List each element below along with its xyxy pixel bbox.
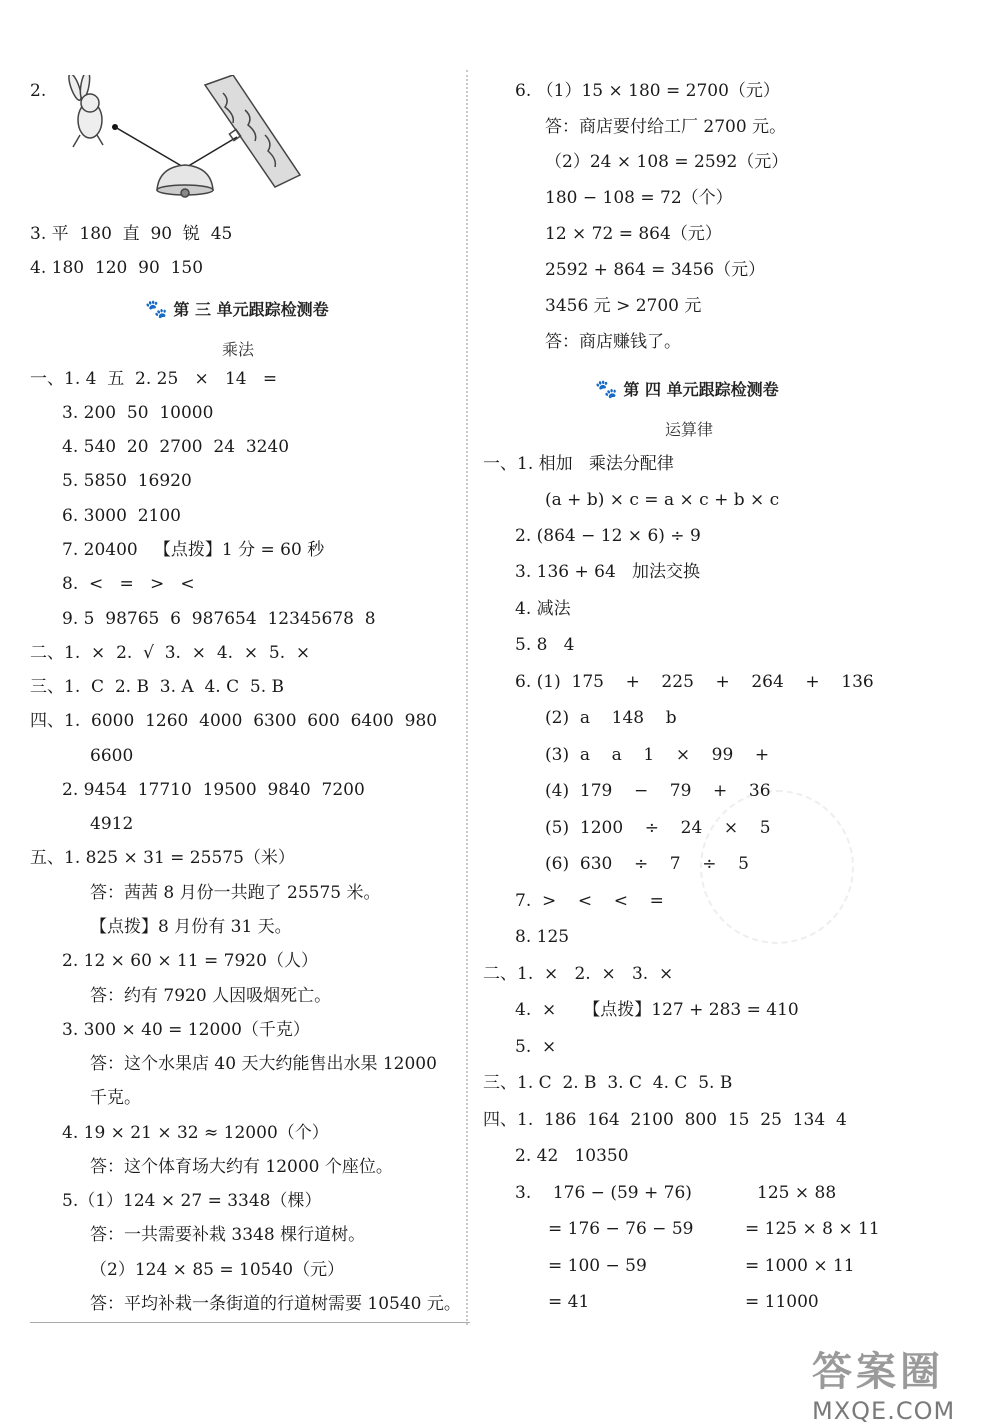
watermark-logo-text: 答案圈 xyxy=(812,1349,944,1395)
left-answer-line: 答：茜茜 8 月份一共跑了 25575 米。 xyxy=(90,883,381,903)
right-answer-line: 答：商店赚钱了。 xyxy=(545,332,681,352)
right-answer-line: 3. 136 + 64 加法交换 xyxy=(515,562,700,582)
left-answer-line: 答：约有 7920 人因吸烟死亡。 xyxy=(90,986,332,1006)
right-answer-line: 6. (1) 175 + 225 + 264 + 136 xyxy=(515,672,874,692)
left-answer-line: 3. 平 180 直 90 锐 45 xyxy=(30,224,233,244)
left-answer-line: 2. 9454 17710 19500 9840 7200 xyxy=(62,780,365,800)
site-watermark xyxy=(812,1340,955,1425)
column-divider xyxy=(466,70,468,1325)
right-answer-line: = 176 − 76 − 59 xyxy=(548,1219,694,1239)
right-answer-line: (a + b) × c = a × c + b × c xyxy=(545,490,780,510)
left-answer-line: （2）124 × 85 = 10540（元） xyxy=(90,1260,345,1280)
right-answer-line: (2) a 148 b xyxy=(545,708,677,728)
rabbit-icon xyxy=(66,75,103,147)
left-answer-line: 2. xyxy=(30,81,47,101)
watermark-url: MXQE.COM xyxy=(812,1397,956,1425)
right-answer-line: 2. 42 10350 xyxy=(515,1146,629,1166)
paw-icon: 🐾 xyxy=(595,379,618,400)
left-answer-line: 6600 xyxy=(90,746,134,766)
right-answer-line: 2. (864 − 12 × 6) ÷ 9 xyxy=(515,526,701,546)
right-answer-line: (4) 179 − 79 + 36 xyxy=(545,781,771,801)
left-answer-line: 答：这个水果店 40 天大约能售出水果 12000 xyxy=(90,1054,437,1074)
section-title-text: 第 三 单元跟踪检测卷 xyxy=(173,300,329,319)
right-answer-line: = 11000 xyxy=(745,1292,819,1312)
right-answer-line: 一、1. 相加 乘法分配律 xyxy=(483,454,674,474)
right-answer-line: = 100 − 59 xyxy=(548,1256,647,1276)
right-answer-line: 6. （1）15 × 180 = 2700（元） xyxy=(515,81,780,101)
right-answer-line: = 125 × 8 × 11 xyxy=(745,1219,880,1239)
rabbit-bell-figure xyxy=(55,75,305,210)
left-answer-line: 8. < = > < xyxy=(62,574,195,594)
bottom-rule xyxy=(30,1322,470,1323)
left-answer-line: 三、1. C 2. B 3. A 4. C 5. B xyxy=(30,677,285,697)
left-answer-line: 2. 12 × 60 × 11 = 7920（人） xyxy=(62,951,318,971)
section-title xyxy=(595,377,779,400)
left-answer-line: 答：一共需要补栽 3348 棵行道树。 xyxy=(90,1225,366,1245)
left-answer-line: 5.（1）124 × 27 = 3348（棵） xyxy=(62,1191,322,1211)
left-answer-line: 五、1. 825 × 31 = 25575（米） xyxy=(30,848,295,868)
right-answer-line: 5. 8 4 xyxy=(515,635,575,655)
left-answer-line: 4. 540 20 2700 24 3240 xyxy=(62,437,290,457)
right-answer-line: 8. 125 xyxy=(515,927,570,947)
left-answer-line: 二、1. × 2. √ 3. × 4. × 5. × xyxy=(30,643,311,663)
left-answer-line: 3. 200 50 10000 xyxy=(62,403,214,423)
left-answer-line: 5. 5850 16920 xyxy=(62,471,192,491)
right-answer-line: 答：商店要付给工厂 2700 元。 xyxy=(545,117,787,137)
bell-icon xyxy=(157,165,213,197)
right-answer-line: (5) 1200 ÷ 24 × 5 xyxy=(545,818,771,838)
left-answer-line: 7. 20400 【点拨】1 分 = 60 秒 xyxy=(62,540,325,560)
right-answer-line: 三、1. C 2. B 3. C 4. C 5. B xyxy=(483,1073,733,1093)
right-answer-line: (6) 630 ÷ 7 ÷ 5 xyxy=(545,854,749,874)
right-answer-line: 3. 176 − (59 + 76) xyxy=(515,1183,692,1203)
right-answer-line: 4. 减法 xyxy=(515,599,571,619)
right-answer-line: 12 × 72 = 864（元） xyxy=(545,224,722,244)
left-answer-line: 一、1. 4 五 2. 25 × 14 = xyxy=(30,369,278,389)
left-answer-line: 9. 5 98765 6 987654 12345678 8 xyxy=(62,609,376,629)
section-subtitle: 运算律 xyxy=(665,420,714,439)
left-answer-line: 4. 180 120 90 150 xyxy=(30,258,204,278)
right-answer-line: 二、1. × 2. × 3. × xyxy=(483,964,674,984)
left-answer-line: 4912 xyxy=(90,814,134,834)
right-answer-line: 4. × 【点拨】127 + 283 = 410 xyxy=(515,1000,799,1020)
left-answer-line: 4. 19 × 21 × 32 ≈ 12000（个） xyxy=(62,1123,329,1143)
right-answer-line: 2592 + 864 = 3456（元） xyxy=(545,260,766,280)
right-answer-line: (3) a a 1 × 99 + xyxy=(545,745,770,765)
left-answer-line: 四、1. 6000 1260 4000 6300 600 6400 980 xyxy=(30,711,438,731)
left-answer-line: 千克。 xyxy=(90,1088,141,1108)
left-answer-line: 3. 300 × 40 = 12000（千克） xyxy=(62,1020,310,1040)
left-answer-line: 答：平均补栽一条街道的行道树需要 10540 元。 xyxy=(90,1294,461,1314)
wall-icon xyxy=(205,75,300,187)
right-answer-line: 3456 元 > 2700 元 xyxy=(545,296,702,316)
paw-icon: 🐾 xyxy=(145,299,168,320)
right-answer-line: 四、1. 186 164 2100 800 15 25 134 4 xyxy=(483,1110,847,1130)
section-title-text: 第 四 单元跟踪检测卷 xyxy=(623,380,779,399)
left-answer-line: 【点拨】8 月份有 31 天。 xyxy=(90,917,292,937)
section-subtitle: 乘法 xyxy=(222,340,255,359)
right-answer-line: = 1000 × 11 xyxy=(745,1256,855,1276)
right-answer-line: （2）24 × 108 = 2592（元） xyxy=(545,152,789,172)
left-answer-line: 6. 3000 2100 xyxy=(62,506,181,526)
right-answer-line: = 41 xyxy=(548,1292,590,1312)
section-title xyxy=(145,297,329,320)
right-answer-line: 5. × xyxy=(515,1037,557,1057)
right-answer-line: 180 − 108 = 72（个） xyxy=(545,188,733,208)
right-answer-line: 125 × 88 xyxy=(757,1183,837,1203)
left-answer-line: 答：这个体育场大约有 12000 个座位。 xyxy=(90,1157,393,1177)
right-answer-line: 7. > < < = xyxy=(515,891,664,911)
